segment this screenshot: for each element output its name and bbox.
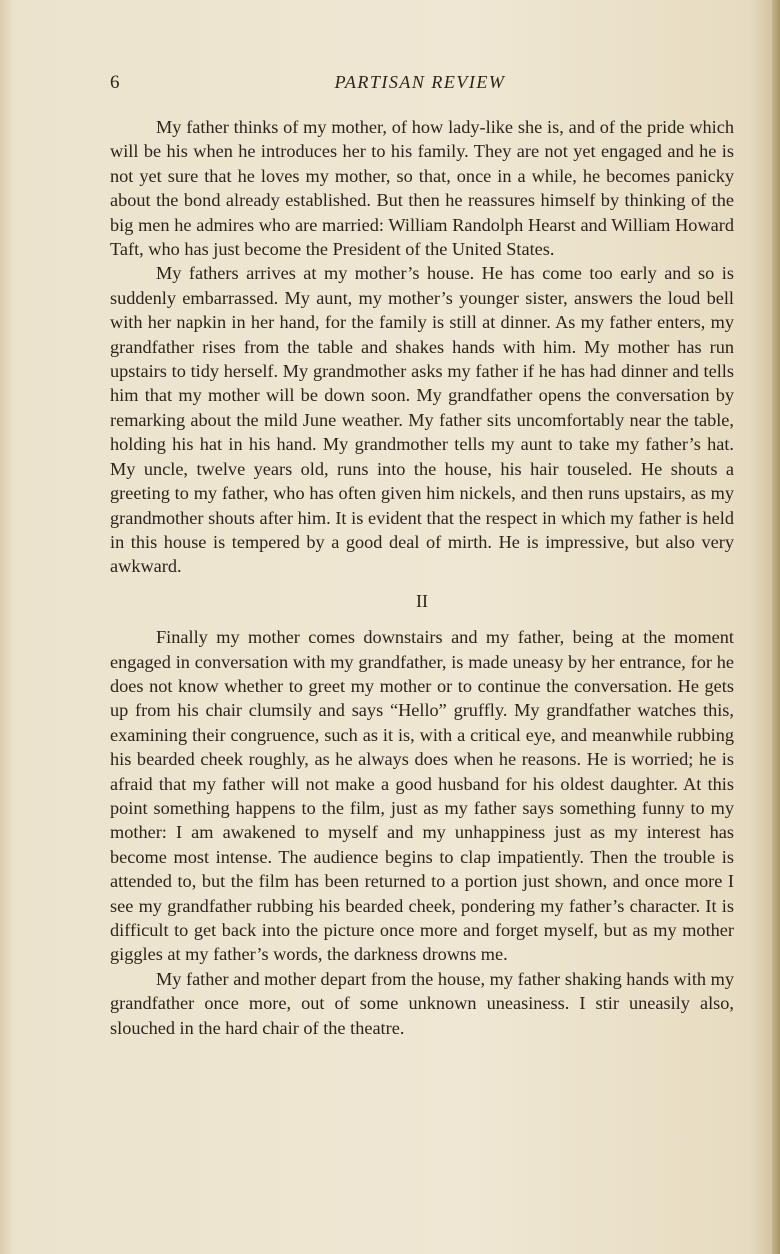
running-title: PARTISAN REVIEW	[334, 72, 506, 92]
paragraph: Finally my mother comes downstairs and my father, being at the moment engaged in conversation with my grandfather, is made uneasy by her entrance, for he does not know whether to greet my mother or to continue the conversation. He gets up from his chair clumsily and says “Hello” gruffly. My grandfather watches this, examining their congruence, such as it is, with a critical eye, and meanwhile rubbing his bearded cheek roughly, as he always does when he reasons. He is worried; he is afraid that my father will not make a good husband for his oldest daughter. At this point something happens to the film, just as my father says something funny to my mother: I am awakened to myself and my unhappiness just as my interest has become most intense. The audience begins to clap impatiently. Then the trouble is attended to, but the film has been returned to a portion just shown, and once more I see my grandfather rubbing his bearded cheek, pondering my father’s character. It is difficult to get back into the picture once more and forget myself, but as my mother giggles at my father’s words, the darkness drowns me.	[110, 627, 734, 965]
paragraph: My father thinks of my mother, of how lady-like she is, and of the pride which will be his when he introduces her to his family. They are not yet engaged and he is not yet sure that he loves my mother, so that, once in a while, he becomes panicky about the bond already established. But then he reassures himself by thinking of the big men he admires who are married: William Randolph Hearst and William Howard Taft, who has just become the President of the United States.	[110, 117, 734, 260]
page-number: 6	[110, 72, 120, 93]
section-marker: II	[416, 590, 428, 611]
paragraph: My fathers arrives at my mother’s house. He has come too early and so is suddenly embarrassed. My aunt, my mother’s younger sister, answers the loud bell with her napkin in her hand, for the family is still at dinner. As my father enters, my grandfather rises from the table and shakes hands with him. My mother has run upstairs to tidy herself. My grandmother asks my father if he has had dinner and tells him that my mother will be down soon. My grandfather opens the conversation by remarking about the mild June weather. My father sits uncomfortably near the table, holding his hat in his hand. My grandmother tells my aunt to take my father’s hat. My uncle, twelve years old, runs into the house, his hair touseled. He shouts a greeting to my father, who has often given him nickels, and then runs upstairs, as my grandmother shouts after him. It is evident that the respect in which my father is held in this house is tempered by a good deal of mirth. He is impressive, but also very awkward.	[110, 263, 734, 577]
page-edge	[772, 0, 780, 1254]
body-text	[110, 115, 734, 1040]
running-header	[110, 72, 730, 102]
paragraph: My father and mother depart from the house, my father shaking hands with my grandfather once more, out of some unknown uneasiness. I stir uneasily also, slouched in the hard chair of the theatre.	[110, 968, 734, 1038]
